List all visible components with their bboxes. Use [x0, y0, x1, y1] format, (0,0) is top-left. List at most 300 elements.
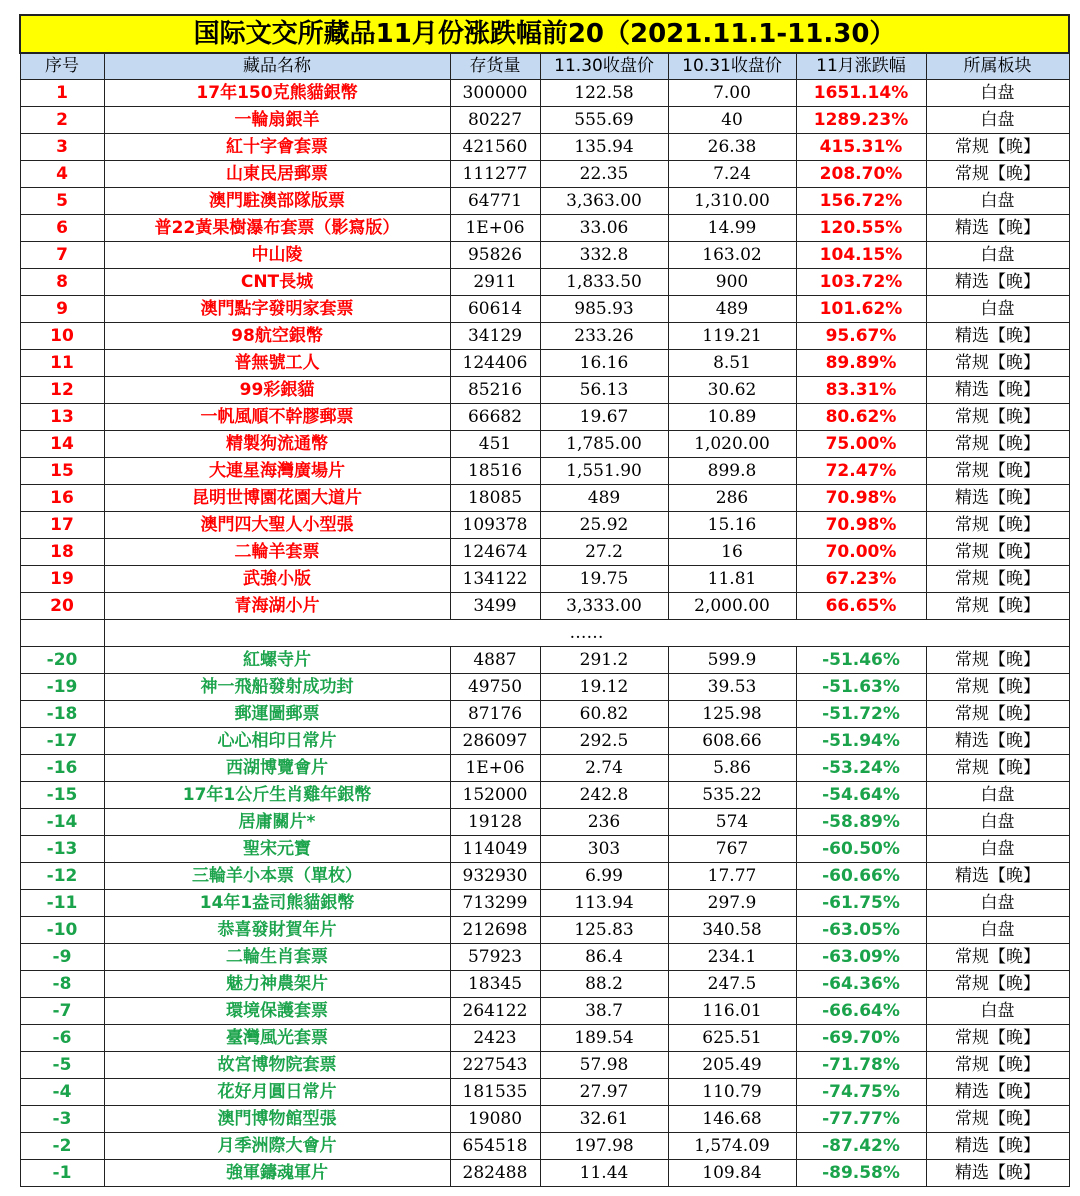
cell-change: 103.72% [796, 269, 926, 296]
table-row [20, 269, 1069, 296]
table-row [20, 566, 1069, 593]
cell-change: -60.50% [796, 836, 926, 863]
cell-close-1130: 56.13 [540, 377, 668, 404]
cell-rank: 18 [20, 539, 104, 566]
cell-close-1130: 19.67 [540, 404, 668, 431]
cell-close-1130: 292.5 [540, 728, 668, 755]
cell-board: 常规【晚】 [926, 1052, 1069, 1079]
cell-board: 精选【晚】 [926, 1160, 1069, 1187]
cell-close-1130: 1,785.00 [540, 431, 668, 458]
cell-board: 常规【晚】 [926, 431, 1069, 458]
cell-change: 101.62% [796, 296, 926, 323]
cell-stock: 227543 [450, 1052, 540, 1079]
cell-name: 臺灣風光套票 [104, 1025, 450, 1052]
cell-stock: 300000 [450, 80, 540, 107]
cell-close-1130: 332.8 [540, 242, 668, 269]
cell-board: 白盘 [926, 782, 1069, 809]
cell-close-1031: 767 [668, 836, 796, 863]
cell-close-1130: 291.2 [540, 647, 668, 674]
cell-close-1031: 5.86 [668, 755, 796, 782]
cell-stock: 85216 [450, 377, 540, 404]
cell-stock: 18345 [450, 971, 540, 998]
cell-name: 恭喜發財賀年片 [104, 917, 450, 944]
cell-name: 聖宋元寶 [104, 836, 450, 863]
cell-rank: -1 [20, 1160, 104, 1187]
cell-close-1130: 489 [540, 485, 668, 512]
cell-stock: 57923 [450, 944, 540, 971]
cell-close-1130: 1,551.90 [540, 458, 668, 485]
separator-blank-cell [20, 620, 104, 647]
cell-close-1130: 19.12 [540, 674, 668, 701]
cell-close-1130: 3,363.00 [540, 188, 668, 215]
cell-stock: 87176 [450, 701, 540, 728]
cell-close-1031: 163.02 [668, 242, 796, 269]
cell-rank: -15 [20, 782, 104, 809]
cell-close-1031: 340.58 [668, 917, 796, 944]
cell-board: 常规【晚】 [926, 674, 1069, 701]
separator-ellipsis: …… [104, 620, 1069, 647]
cell-change: 70.98% [796, 485, 926, 512]
cell-board: 白盘 [926, 242, 1069, 269]
cell-rank: -5 [20, 1052, 104, 1079]
cell-name: 一帆風順不幹膠郵票 [104, 404, 450, 431]
cell-close-1130: 113.94 [540, 890, 668, 917]
cell-name: 環境保護套票 [104, 998, 450, 1025]
cell-board: 精选【晚】 [926, 728, 1069, 755]
cell-close-1130: 25.92 [540, 512, 668, 539]
cell-name: 普無號工人 [104, 350, 450, 377]
cell-close-1130: 11.44 [540, 1160, 668, 1187]
cell-close-1130: 57.98 [540, 1052, 668, 1079]
cell-close-1130: 27.2 [540, 539, 668, 566]
cell-change: 120.55% [796, 215, 926, 242]
cell-stock: 18516 [450, 458, 540, 485]
cell-board: 精选【晚】 [926, 1079, 1069, 1106]
cell-stock: 3499 [450, 593, 540, 620]
table-row [20, 431, 1069, 458]
header-row [20, 53, 1069, 80]
cell-board: 常规【晚】 [926, 512, 1069, 539]
cell-name: 昆明世博園花園大道片 [104, 485, 450, 512]
cell-close-1031: 1,574.09 [668, 1133, 796, 1160]
cell-name: 紅螺寺片 [104, 647, 450, 674]
cell-rank: -16 [20, 755, 104, 782]
cell-stock: 124406 [450, 350, 540, 377]
table-row [20, 809, 1069, 836]
cell-name: 西湖博覽會片 [104, 755, 450, 782]
cell-stock: 60614 [450, 296, 540, 323]
cell-change: -64.36% [796, 971, 926, 998]
table-row [20, 782, 1069, 809]
cell-close-1130: 22.35 [540, 161, 668, 188]
cell-close-1031: 11.81 [668, 566, 796, 593]
table-row [20, 755, 1069, 782]
table-row [20, 593, 1069, 620]
cell-name: 心心相印日常片 [104, 728, 450, 755]
cell-board: 白盘 [926, 188, 1069, 215]
cell-change: 83.31% [796, 377, 926, 404]
cell-close-1031: 625.51 [668, 1025, 796, 1052]
cell-close-1130: 6.99 [540, 863, 668, 890]
cell-close-1031: 14.99 [668, 215, 796, 242]
cell-stock: 114049 [450, 836, 540, 863]
cell-close-1130: 33.06 [540, 215, 668, 242]
cell-board: 精选【晚】 [926, 323, 1069, 350]
table-row [20, 998, 1069, 1025]
cell-rank: -20 [20, 647, 104, 674]
cell-stock: 2423 [450, 1025, 540, 1052]
cell-close-1130: 16.16 [540, 350, 668, 377]
cell-stock: 1E+06 [450, 215, 540, 242]
cell-name: 神一飛船發射成功封 [104, 674, 450, 701]
cell-rank: -7 [20, 998, 104, 1025]
cell-change: 70.98% [796, 512, 926, 539]
cell-change: -51.94% [796, 728, 926, 755]
table-row [20, 458, 1069, 485]
cell-rank: -12 [20, 863, 104, 890]
cell-name: 故宮博物院套票 [104, 1052, 450, 1079]
cell-name: 澳門點字發明家套票 [104, 296, 450, 323]
cell-rank: 11 [20, 350, 104, 377]
cell-rank: 13 [20, 404, 104, 431]
cell-stock: 713299 [450, 890, 540, 917]
cell-close-1031: 40 [668, 107, 796, 134]
cell-name: 98航空銀幣 [104, 323, 450, 350]
cell-board: 精选【晚】 [926, 485, 1069, 512]
cell-name: 14年1盎司熊貓銀幣 [104, 890, 450, 917]
cell-name: 大連星海灣廣場片 [104, 458, 450, 485]
table-row [20, 404, 1069, 431]
cell-change: 415.31% [796, 134, 926, 161]
table-row [20, 1133, 1069, 1160]
cell-board: 常规【晚】 [926, 566, 1069, 593]
cell-stock: 34129 [450, 323, 540, 350]
cell-close-1031: 125.98 [668, 701, 796, 728]
cell-close-1031: 7.24 [668, 161, 796, 188]
table-row [20, 539, 1069, 566]
cell-stock: 95826 [450, 242, 540, 269]
cell-change: -69.70% [796, 1025, 926, 1052]
cell-close-1031: 1,310.00 [668, 188, 796, 215]
cell-close-1130: 60.82 [540, 701, 668, 728]
cell-board: 白盘 [926, 80, 1069, 107]
cell-board: 精选【晚】 [926, 269, 1069, 296]
cell-close-1130: 985.93 [540, 296, 668, 323]
table-row [20, 512, 1069, 539]
cell-stock: 80227 [450, 107, 540, 134]
cell-stock: 264122 [450, 998, 540, 1025]
cell-close-1031: 1,020.00 [668, 431, 796, 458]
table-row [20, 917, 1069, 944]
cell-board: 常规【晚】 [926, 593, 1069, 620]
cell-close-1031: 247.5 [668, 971, 796, 998]
table-row [20, 1079, 1069, 1106]
cell-rank: -13 [20, 836, 104, 863]
cell-rank: 19 [20, 566, 104, 593]
table-row [20, 1106, 1069, 1133]
cell-rank: -11 [20, 890, 104, 917]
cell-board: 白盘 [926, 296, 1069, 323]
cell-name: 二輪生肖套票 [104, 944, 450, 971]
table-row [20, 1052, 1069, 1079]
table-row [20, 944, 1069, 971]
table-row [20, 971, 1069, 998]
table-row [20, 674, 1069, 701]
cell-close-1130: 197.98 [540, 1133, 668, 1160]
cell-board: 白盘 [926, 998, 1069, 1025]
cell-name: 澳門四大聖人小型張 [104, 512, 450, 539]
cell-board: 常规【晚】 [926, 1106, 1069, 1133]
title-row [20, 15, 1069, 53]
cell-change: -87.42% [796, 1133, 926, 1160]
cell-board: 常规【晚】 [926, 971, 1069, 998]
cell-change: -54.64% [796, 782, 926, 809]
cell-close-1130: 555.69 [540, 107, 668, 134]
cell-close-1031: 535.22 [668, 782, 796, 809]
cell-change: 75.00% [796, 431, 926, 458]
cell-stock: 2911 [450, 269, 540, 296]
cell-stock: 181535 [450, 1079, 540, 1106]
cell-board: 常规【晚】 [926, 458, 1069, 485]
table-title: 国际文交所藏品11月份涨跌幅前20（2021.11.1-11.30） [20, 15, 1069, 53]
cell-close-1130: 27.97 [540, 1079, 668, 1106]
cell-close-1031: 2,000.00 [668, 593, 796, 620]
cell-close-1130: 2.74 [540, 755, 668, 782]
cell-change: 208.70% [796, 161, 926, 188]
cell-name: 魅力神農架片 [104, 971, 450, 998]
cell-name: 一輪扇銀羊 [104, 107, 450, 134]
cell-close-1130: 19.75 [540, 566, 668, 593]
cell-name: 普22黃果樹瀑布套票（影寫版） [104, 215, 450, 242]
cell-close-1130: 38.7 [540, 998, 668, 1025]
cell-change: -60.66% [796, 863, 926, 890]
cell-close-1031: 489 [668, 296, 796, 323]
cell-change: 104.15% [796, 242, 926, 269]
table-row [20, 836, 1069, 863]
cell-stock: 109378 [450, 512, 540, 539]
cell-close-1130: 135.94 [540, 134, 668, 161]
cell-rank: -2 [20, 1133, 104, 1160]
table-row [20, 80, 1069, 107]
cell-name: 17年150克熊貓銀幣 [104, 80, 450, 107]
cell-rank: -18 [20, 701, 104, 728]
cell-name: 居庸關片* [104, 809, 450, 836]
header-close-1130: 11.30收盘价 [540, 53, 668, 80]
cell-rank: -3 [20, 1106, 104, 1133]
cell-stock: 4887 [450, 647, 540, 674]
cell-change: 70.00% [796, 539, 926, 566]
cell-change: 67.23% [796, 566, 926, 593]
cell-rank: 6 [20, 215, 104, 242]
cell-close-1130: 1,833.50 [540, 269, 668, 296]
cell-name: 武強小版 [104, 566, 450, 593]
cell-board: 白盘 [926, 917, 1069, 944]
cell-rank: 9 [20, 296, 104, 323]
cell-stock: 18085 [450, 485, 540, 512]
cell-change: 1651.14% [796, 80, 926, 107]
table-row [20, 485, 1069, 512]
cell-close-1031: 234.1 [668, 944, 796, 971]
cell-change: 1289.23% [796, 107, 926, 134]
cell-rank: -14 [20, 809, 104, 836]
cell-name: 澳門博物館型張 [104, 1106, 450, 1133]
cell-rank: 7 [20, 242, 104, 269]
cell-close-1031: 286 [668, 485, 796, 512]
cell-change: 95.67% [796, 323, 926, 350]
cell-name: 澳門駐澳部隊版票 [104, 188, 450, 215]
cell-stock: 19080 [450, 1106, 540, 1133]
cell-close-1031: 899.8 [668, 458, 796, 485]
cell-change: -58.89% [796, 809, 926, 836]
cell-stock: 932930 [450, 863, 540, 890]
cell-close-1130: 122.58 [540, 80, 668, 107]
cell-name: 精製狗流通幣 [104, 431, 450, 458]
table-row [20, 242, 1069, 269]
cell-close-1130: 189.54 [540, 1025, 668, 1052]
cell-name: 月季洲際大會片 [104, 1133, 450, 1160]
cell-change: -66.64% [796, 998, 926, 1025]
table-row [20, 107, 1069, 134]
cell-stock: 654518 [450, 1133, 540, 1160]
cell-stock: 282488 [450, 1160, 540, 1187]
cell-close-1031: 574 [668, 809, 796, 836]
cell-name: 17年1公斤生肖雞年銀幣 [104, 782, 450, 809]
table-row [20, 350, 1069, 377]
table-row [20, 1025, 1069, 1052]
cell-board: 精选【晚】 [926, 1133, 1069, 1160]
cell-close-1130: 242.8 [540, 782, 668, 809]
header-name: 藏品名称 [104, 53, 450, 80]
cell-close-1031: 116.01 [668, 998, 796, 1025]
table-row [20, 647, 1069, 674]
cell-board: 常规【晚】 [926, 944, 1069, 971]
cell-board: 常规【晚】 [926, 134, 1069, 161]
cell-close-1031: 16 [668, 539, 796, 566]
cell-change: -51.63% [796, 674, 926, 701]
ranking-table [19, 14, 1070, 1187]
cell-close-1130: 86.4 [540, 944, 668, 971]
cell-change: 72.47% [796, 458, 926, 485]
cell-rank: 20 [20, 593, 104, 620]
cell-board: 常规【晚】 [926, 701, 1069, 728]
cell-close-1031: 15.16 [668, 512, 796, 539]
cell-board: 常规【晚】 [926, 404, 1069, 431]
cell-stock: 451 [450, 431, 540, 458]
cell-rank: -6 [20, 1025, 104, 1052]
table-row [20, 134, 1069, 161]
cell-name: CNT長城 [104, 269, 450, 296]
cell-close-1031: 17.77 [668, 863, 796, 890]
cell-name: 郵運圖郵票 [104, 701, 450, 728]
cell-board: 白盘 [926, 890, 1069, 917]
cell-close-1130: 303 [540, 836, 668, 863]
cell-board: 常规【晚】 [926, 755, 1069, 782]
cell-rank: 8 [20, 269, 104, 296]
table-row [20, 863, 1069, 890]
table-row [20, 296, 1069, 323]
cell-close-1031: 297.9 [668, 890, 796, 917]
cell-change: -77.77% [796, 1106, 926, 1133]
cell-rank: 17 [20, 512, 104, 539]
cell-rank: -9 [20, 944, 104, 971]
cell-name: 青海湖小片 [104, 593, 450, 620]
cell-stock: 64771 [450, 188, 540, 215]
table-row [20, 1160, 1069, 1187]
header-rank: 序号 [20, 53, 104, 80]
cell-rank: 10 [20, 323, 104, 350]
cell-close-1031: 8.51 [668, 350, 796, 377]
cell-board: 白盘 [926, 107, 1069, 134]
header-change: 11月涨跌幅 [796, 53, 926, 80]
cell-board: 常规【晚】 [926, 1025, 1069, 1052]
cell-stock: 134122 [450, 566, 540, 593]
cell-rank: 15 [20, 458, 104, 485]
cell-change: -63.05% [796, 917, 926, 944]
cell-board: 常规【晚】 [926, 161, 1069, 188]
cell-close-1130: 236 [540, 809, 668, 836]
cell-close-1130: 3,333.00 [540, 593, 668, 620]
table-row [20, 728, 1069, 755]
cell-name: 強軍鑄魂軍片 [104, 1160, 450, 1187]
cell-name: 花好月圓日常片 [104, 1079, 450, 1106]
header-board: 所属板块 [926, 53, 1069, 80]
cell-rank: 1 [20, 80, 104, 107]
table-row [20, 215, 1069, 242]
table-row [20, 323, 1069, 350]
cell-stock: 421560 [450, 134, 540, 161]
cell-change: -71.78% [796, 1052, 926, 1079]
cell-change: -51.46% [796, 647, 926, 674]
cell-close-1031: 7.00 [668, 80, 796, 107]
cell-stock: 1E+06 [450, 755, 540, 782]
cell-name: 中山陵 [104, 242, 450, 269]
cell-change: -89.58% [796, 1160, 926, 1187]
cell-name: 二輪羊套票 [104, 539, 450, 566]
cell-stock: 286097 [450, 728, 540, 755]
cell-rank: 4 [20, 161, 104, 188]
cell-close-1031: 119.21 [668, 323, 796, 350]
cell-board: 常规【晚】 [926, 647, 1069, 674]
cell-close-1130: 233.26 [540, 323, 668, 350]
cell-board: 精选【晚】 [926, 377, 1069, 404]
cell-close-1031: 39.53 [668, 674, 796, 701]
cell-name: 紅十字會套票 [104, 134, 450, 161]
cell-stock: 66682 [450, 404, 540, 431]
separator-row [20, 620, 1069, 647]
table-row [20, 890, 1069, 917]
cell-stock: 49750 [450, 674, 540, 701]
cell-rank: -4 [20, 1079, 104, 1106]
cell-board: 精选【晚】 [926, 863, 1069, 890]
cell-board: 常规【晚】 [926, 350, 1069, 377]
cell-board: 白盘 [926, 809, 1069, 836]
cell-close-1031: 900 [668, 269, 796, 296]
cell-name: 山東民居郵票 [104, 161, 450, 188]
cell-stock: 152000 [450, 782, 540, 809]
cell-close-1130: 32.61 [540, 1106, 668, 1133]
cell-close-1031: 109.84 [668, 1160, 796, 1187]
cell-close-1031: 205.49 [668, 1052, 796, 1079]
cell-stock: 111277 [450, 161, 540, 188]
cell-change: 156.72% [796, 188, 926, 215]
cell-board: 精选【晚】 [926, 215, 1069, 242]
header-close-1031: 10.31收盘价 [668, 53, 796, 80]
cell-change: 80.62% [796, 404, 926, 431]
cell-change: -61.75% [796, 890, 926, 917]
header-stock: 存货量 [450, 53, 540, 80]
table-row [20, 161, 1069, 188]
cell-rank: 3 [20, 134, 104, 161]
